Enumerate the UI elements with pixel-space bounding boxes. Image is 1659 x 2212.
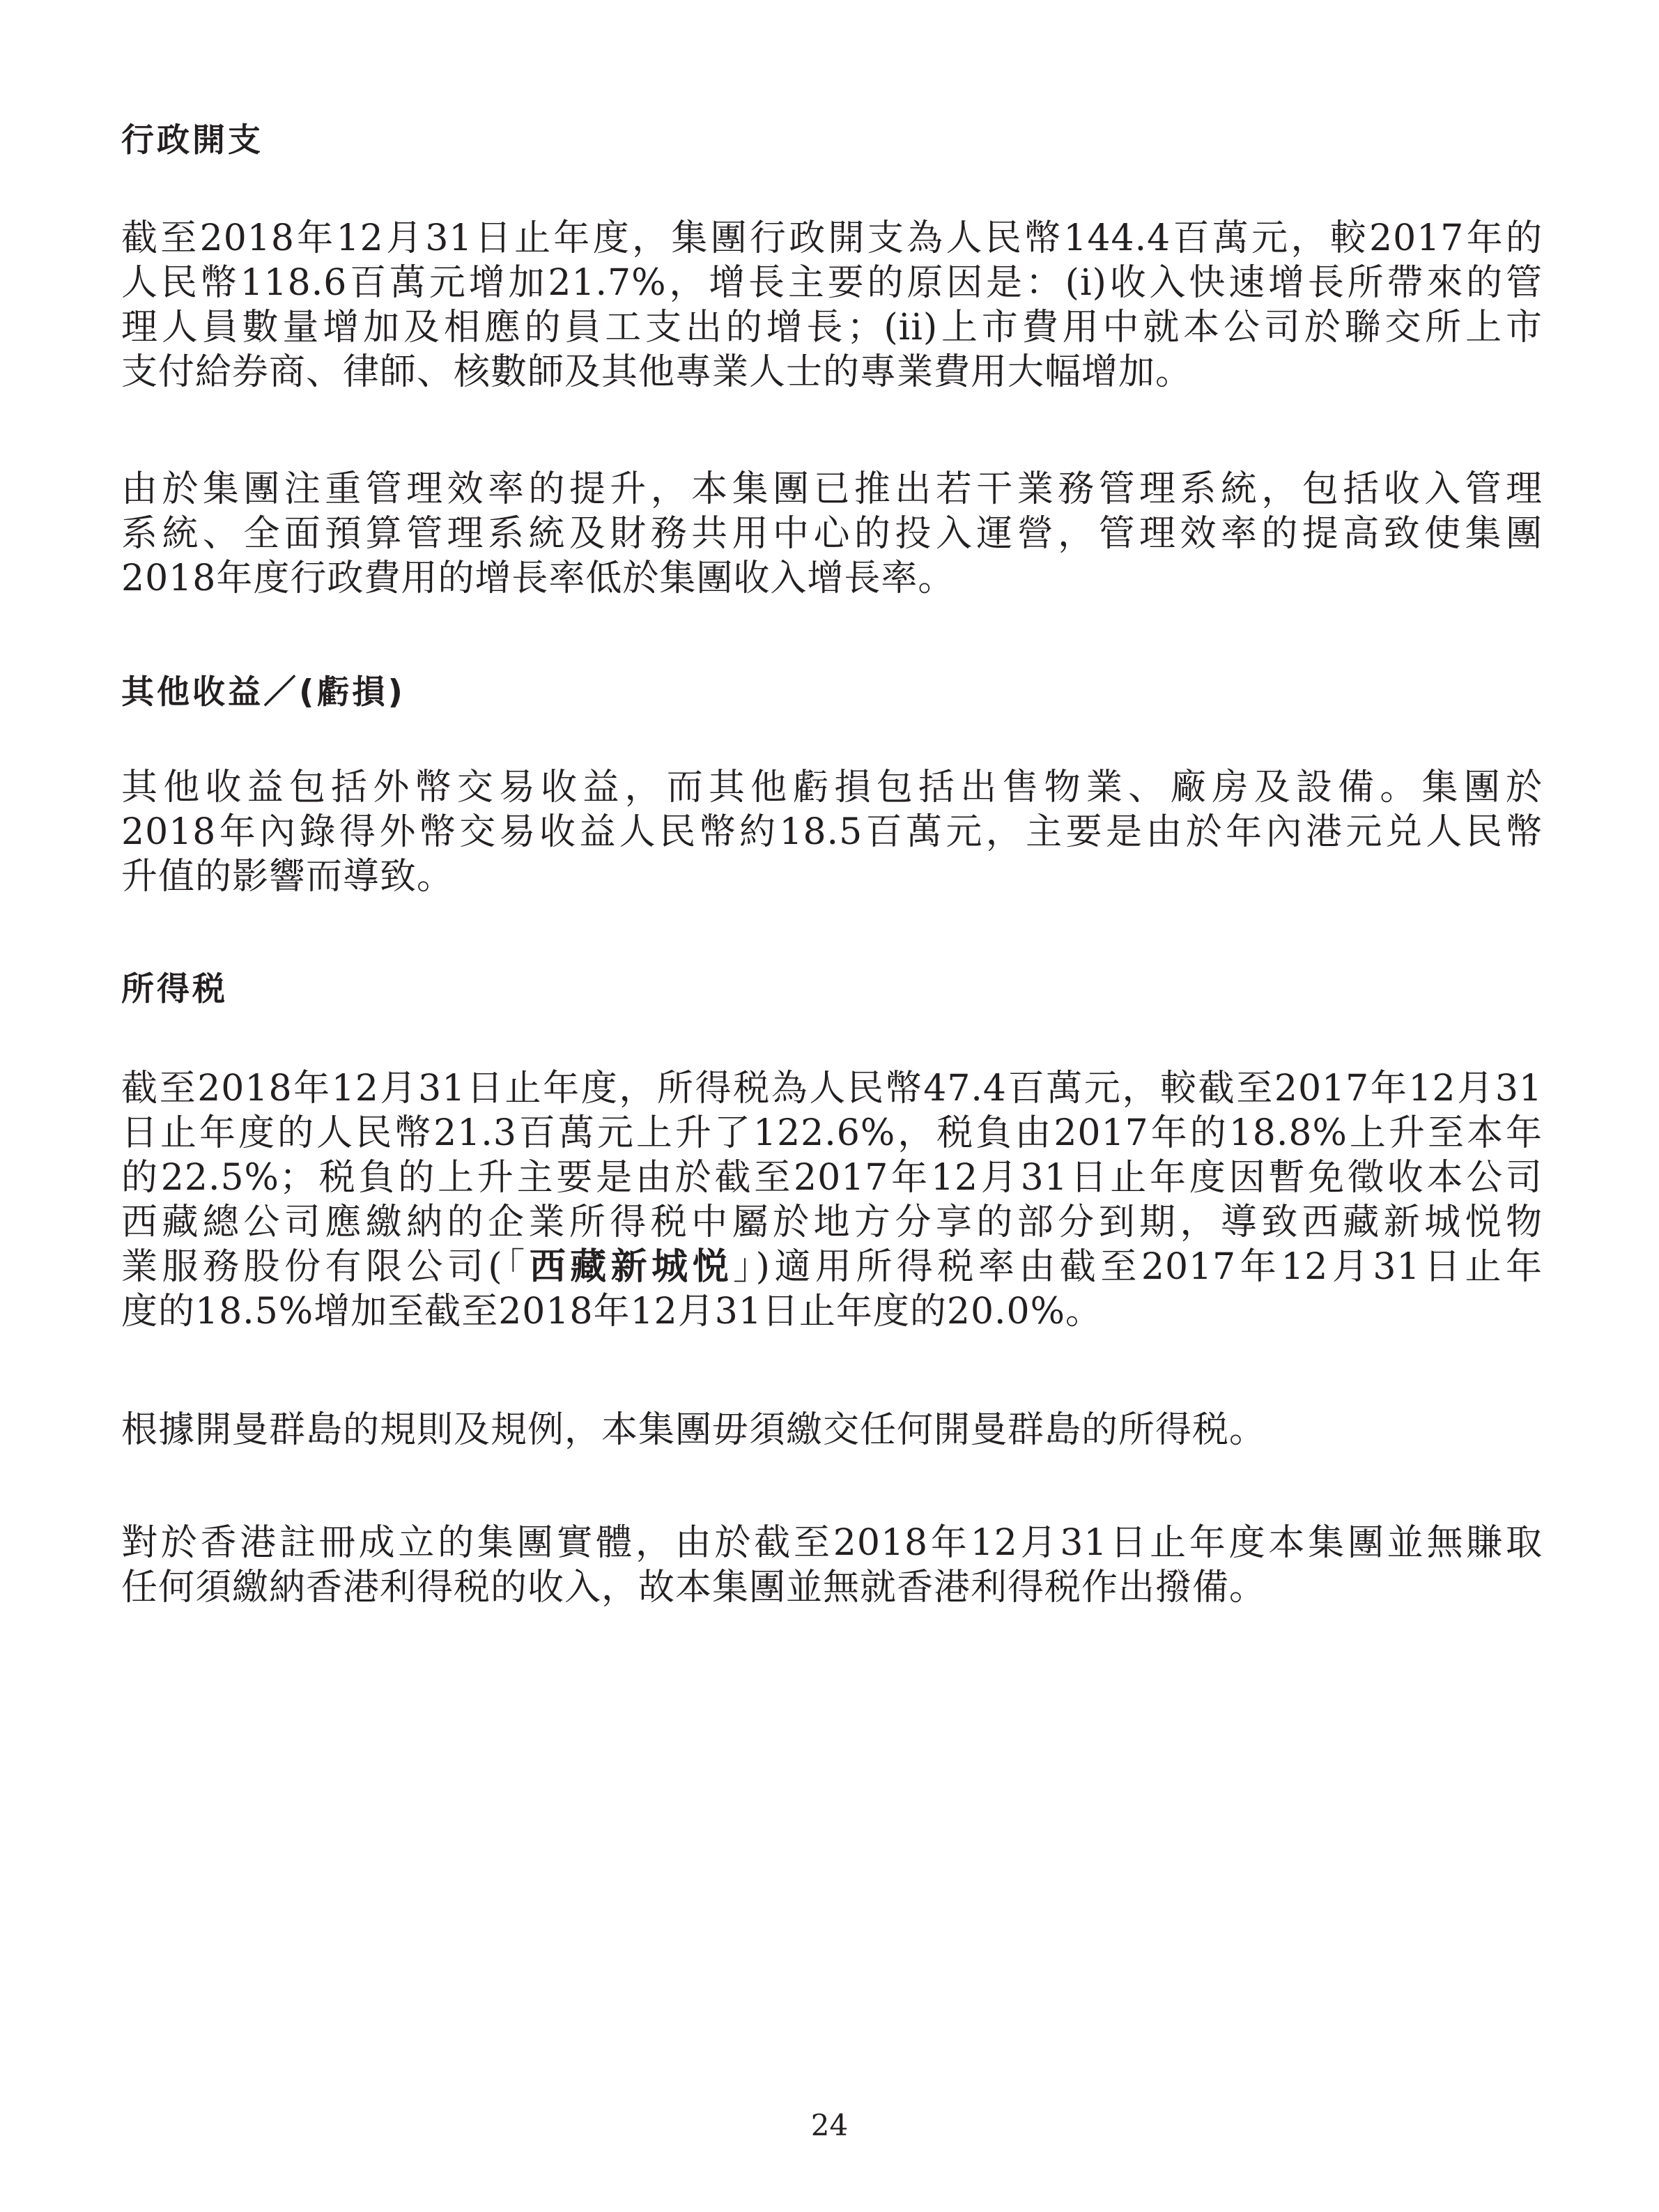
text-line: 截至2018年12月31日止年度，所得税為人民幣47.4百萬元，較截至2017年12月31	[121, 1068, 1543, 1109]
paragraph-income-tax-detail	[121, 1066, 1543, 1334]
defined-term-tibet-xinchengyue: 西藏新城悦	[529, 1246, 734, 1288]
text-line: 升值的影響而導致。	[121, 856, 454, 898]
text-line: 2018年內錄得外幣交易收益人民幣約18.5百萬元，主要是由於年內港元兑人民幣	[121, 811, 1543, 853]
text-line: 人民幣118.6百萬元增加21.7%，增長主要的原因是：(i)收入快速增長所帶來的管	[121, 262, 1543, 304]
text-segment: 業服務股份有限公司(「	[121, 1246, 530, 1288]
text-line: 理人員數量增加及相應的員工支出的增長；(ii)上市費用中就本公司於聯交所上市	[121, 307, 1543, 348]
paragraph-admin-expenses-detail	[121, 216, 1543, 394]
text-line-with-defined-term	[121, 1245, 1543, 1289]
section-heading-other-gains-losses: 其他收益／(虧損)	[121, 673, 406, 712]
document-page	[121, 0, 1543, 2212]
paragraph-admin-efficiency	[121, 467, 1543, 601]
text-line: 根據開曼群島的規則及規例，本集團毋須繳交任何開曼群島的所得税。	[121, 1409, 1267, 1451]
text-line: 對於香港註冊成立的集團實體，由於截至2018年12月31日止年度本集團並無賺取	[121, 1522, 1543, 1564]
paragraph-hong-kong-tax	[121, 1521, 1543, 1610]
text-line: 日止年度的人民幣21.3百萬元上升了122.6%，税負由2017年的18.8%上升至本年	[121, 1112, 1543, 1154]
paragraph-other-gains-detail	[121, 765, 1543, 899]
text-line: 其他收益包括外幣交易收益，而其他虧損包括出售物業、廠房及設備。集團於	[121, 767, 1543, 808]
text-line: 由於集團注重管理效率的提升，本集團已推出若干業務管理系統，包括收入管理	[121, 468, 1543, 510]
text-line: 西藏總公司應繳納的企業所得税中屬於地方分享的部分到期，導致西藏新城悦物	[121, 1201, 1543, 1243]
text-line: 的22.5%；税負的上升主要是由於截至2017年12月31日止年度因暫免徵收本公司	[121, 1157, 1543, 1199]
text-line: 2018年度行政費用的增長率低於集團收入增長率。	[121, 558, 955, 599]
text-line: 系統、全面預算管理系統及財務共用中心的投入運營，管理效率的提高致使集團	[121, 513, 1543, 555]
text-line: 度的18.5%增加至截至2018年12月31日止年度的20.0%。	[121, 1291, 1103, 1332]
text-segment: 」)適用所得税率由截至2017年12月31日止年	[733, 1246, 1543, 1288]
text-line: 支付給券商、律師、核數師及其他專業人士的專業費用大幅增加。	[121, 351, 1193, 393]
paragraph-cayman-tax	[121, 1408, 1543, 1452]
page-number: 24	[810, 2108, 849, 2142]
section-heading-income-tax: 所得税	[121, 970, 228, 1008]
text-line: 截至2018年12月31日止年度，集團行政開支為人民幣144.4百萬元，較2017年的	[121, 217, 1543, 259]
text-line: 任何須繳納香港利得税的收入，故本集團並無就香港利得税作出撥備。	[121, 1567, 1267, 1608]
section-heading-admin-expenses: 行政開支	[121, 121, 263, 160]
